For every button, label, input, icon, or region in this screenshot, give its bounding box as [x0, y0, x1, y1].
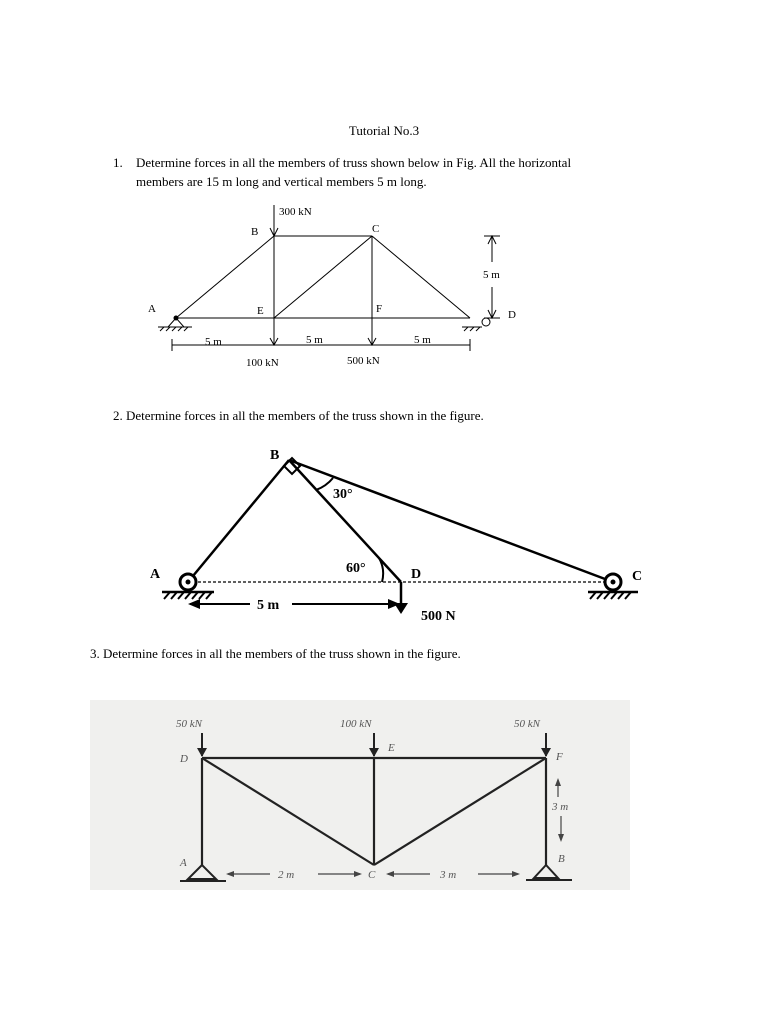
- question-1-number: 1.: [113, 155, 123, 170]
- fig1-load-top: 300 kN: [279, 206, 312, 218]
- fig3-span-2: 3 m: [440, 869, 457, 881]
- fig1-span-2: 5 m: [306, 334, 323, 346]
- fig2-angle-30: 30°: [333, 487, 353, 502]
- fig1-node-d: D: [508, 309, 516, 321]
- fig2-load: 500 N: [421, 609, 456, 624]
- fig2-node-d: D: [411, 567, 422, 582]
- fig3-load-d: 50 kN: [176, 718, 202, 730]
- question-2-text: 2. Determine forces in all the members of the truss shown in the figure.: [113, 408, 484, 423]
- fig1-node-a: A: [148, 303, 156, 315]
- figure-2-truss: [0, 435, 768, 630]
- fig3-span-1: 2 m: [278, 869, 295, 881]
- fig3-load-f: 50 kN: [514, 718, 540, 730]
- fig2-node-a: A: [150, 567, 161, 582]
- fig3-load-e: 100 kN: [340, 718, 372, 730]
- fig3-node-c: C: [368, 869, 376, 881]
- fig1-node-b: B: [251, 226, 259, 238]
- fig3-node-d: D: [180, 753, 188, 765]
- question-3-text: 3. Determine forces in all the members of the truss shown in the figure.: [90, 646, 461, 661]
- fig3-node-f: F: [556, 751, 563, 763]
- fig3-node-e: E: [388, 742, 395, 754]
- fig3-node-a: A: [180, 857, 187, 869]
- fig1-load-f: 500 kN: [347, 355, 380, 367]
- figure-1-truss: [0, 195, 768, 375]
- fig2-angle-60: 60°: [346, 561, 366, 576]
- fig1-height: 5 m: [483, 269, 500, 281]
- page-title: Tutorial No.3: [348, 123, 420, 138]
- fig3-node-b: B: [558, 853, 565, 865]
- fig2-node-c: C: [632, 569, 643, 584]
- question-1-text-line2: members are 15 m long and vertical members 5 m long.: [136, 174, 427, 189]
- figure-3-truss: [90, 700, 630, 890]
- fig2-node-b: B: [270, 448, 280, 463]
- fig1-node-e: E: [257, 305, 264, 317]
- fig1-node-f: F: [376, 303, 383, 315]
- fig3-height: 3 m: [552, 801, 569, 813]
- fig1-load-e: 100 kN: [246, 357, 279, 369]
- fig2-span: 5 m: [257, 598, 280, 613]
- fig1-span-1: 5 m: [205, 336, 222, 348]
- fig1-node-c: C: [372, 223, 380, 235]
- question-1-text-line1: Determine forces in all the members of truss shown below in Fig. All the horizontal: [136, 155, 572, 170]
- fig1-span-3: 5 m: [414, 334, 431, 346]
